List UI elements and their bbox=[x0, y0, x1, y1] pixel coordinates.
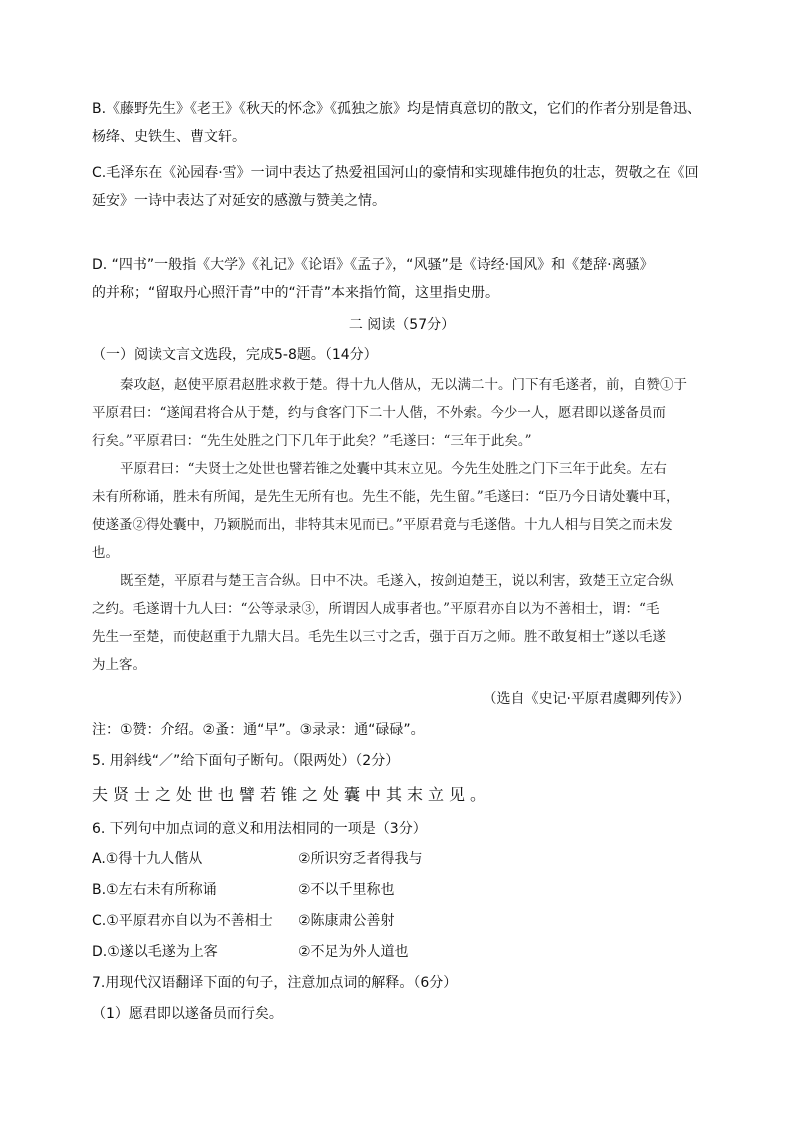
passage-paragraph-3 bbox=[92, 567, 712, 679]
q6-option-b bbox=[92, 876, 712, 904]
option-part-2: ②不足为外人道也 bbox=[298, 944, 409, 960]
passage-paragraph-1 bbox=[92, 371, 712, 455]
option-part-2: ②不以千里称也 bbox=[298, 882, 395, 898]
text-line: 之约。毛遂谓十九人曰：“公等录录③，所谓因人成事者也。”平原君亦自以为不善相士，谓：“毛 bbox=[92, 601, 660, 617]
text-line: 既至楚，平原君与楚王言合纵。日中不决。毛遂入，按剑迫楚王，说以利害，致楚王立定合纵 bbox=[120, 573, 674, 589]
q7-item-1: （1）愿君即以遂备员而行矣。 bbox=[92, 1006, 283, 1022]
text-line: 平原君曰：“夫贤士之处世也譬若锥之处囊中其末立见。今先生处胜之门下三年于此矣。左右 bbox=[120, 461, 667, 477]
option-part-1: B.①左右未有所称诵 bbox=[92, 882, 217, 898]
q6-stem: 6. 下列句中加点词的意义和用法相同的一项是（3分） bbox=[92, 821, 427, 837]
option-part-1: A.①得十九人偕从 bbox=[92, 851, 203, 867]
text-line: 秦攻赵，赵使平原君赵胜求救于楚。得十九人偕从，无以满二十。门下有毛遂者，前，自赞①于 bbox=[120, 377, 687, 393]
text-line: D. “四书”一般指《大学》《礼记》《论语》《孟子》，“风骚”是《诗经·国风》和《楚辞·离骚》 bbox=[92, 257, 654, 273]
passage-source: （选自《史记·平原君虞卿列传》） bbox=[482, 691, 690, 707]
text-line: 未有所称诵，胜未有所闻，是先生无所有也。先生不能，先生留。”毛遂曰：“臣乃今日请处囊中耳， bbox=[92, 489, 680, 505]
text-line: 的并称；“留取丹心照汗青”中的“汗青”本来指竹简，这里指史册。 bbox=[92, 285, 500, 301]
text-line: C.毛泽东在《沁园春·雪》一词中表达了热爱祖国河山的豪情和实现雄伟抱负的壮志，贺敬之在《回 bbox=[92, 165, 699, 181]
section-title: 二 阅读（57分） bbox=[348, 317, 456, 333]
q6-option-c bbox=[92, 907, 712, 935]
q5-stem: 5. 用斜线“／”给下面句子断句。（限两处）（2分） bbox=[92, 753, 400, 769]
text-line: 行矣。”平原君曰：“先生处胜之门下几年于此矣？”毛遂曰：“三年于此矣。” bbox=[92, 433, 532, 449]
text-line: 也。 bbox=[92, 545, 119, 561]
q5-sentence: 夫贤士之处世也譬若锥之处囊中其末立见。 bbox=[92, 785, 492, 804]
q4-option-d bbox=[92, 251, 712, 307]
passage-notes: 注：①赞：介绍。②蚤：通“早”。③录录：通“碌碌”。 bbox=[92, 722, 425, 738]
text-line: 平原君曰：“遂闻君将合从于楚，约与食客门下二十人偕，不外索。今少一人，愿君即以遂备员而 bbox=[92, 405, 666, 421]
q6-option-d bbox=[92, 938, 712, 966]
text-line: B.《藤野先生》《老王》《秋天的怀念》《孤独之旅》均是情真意切的散文，它们的作者分别是鲁迅、 bbox=[92, 101, 702, 117]
q7-stem: 7.用现代汉语翻译下面的句子，注意加点词的解释。（6分） bbox=[92, 975, 458, 991]
text-line: 杨绛、史铁生、曹文轩。 bbox=[92, 129, 246, 145]
text-line: 使遂蚤②得处囊中，乃颖脱而出，非特其末见而已。”平原君竟与毛遂偕。十九人相与目笑之而未发 bbox=[92, 517, 673, 533]
q4-option-b bbox=[92, 95, 712, 151]
passage-paragraph-2 bbox=[92, 455, 712, 567]
q6-option-a bbox=[92, 845, 712, 873]
q4-option-c bbox=[92, 159, 712, 215]
option-part-1: C.①平原君亦自以为不善相士 bbox=[92, 913, 273, 929]
text-line: 先生一至楚，而使赵重于九鼎大吕。毛先生以三寸之舌，强于百万之师。胜不敢复相士”遂以毛遂 bbox=[92, 629, 666, 645]
option-part-1: D.①遂以毛遂为上客 bbox=[92, 944, 218, 960]
text-line: 为上客。 bbox=[92, 657, 146, 673]
part1-heading: （一）阅读文言文选段，完成5-8题。（14分） bbox=[92, 347, 378, 363]
option-part-2: ②所识穷乏者得我与 bbox=[298, 851, 423, 867]
option-part-2: ②陈康肃公善射 bbox=[298, 913, 395, 929]
text-line: 延安》一诗中表达了对延安的感激与赞美之情。 bbox=[92, 193, 386, 209]
